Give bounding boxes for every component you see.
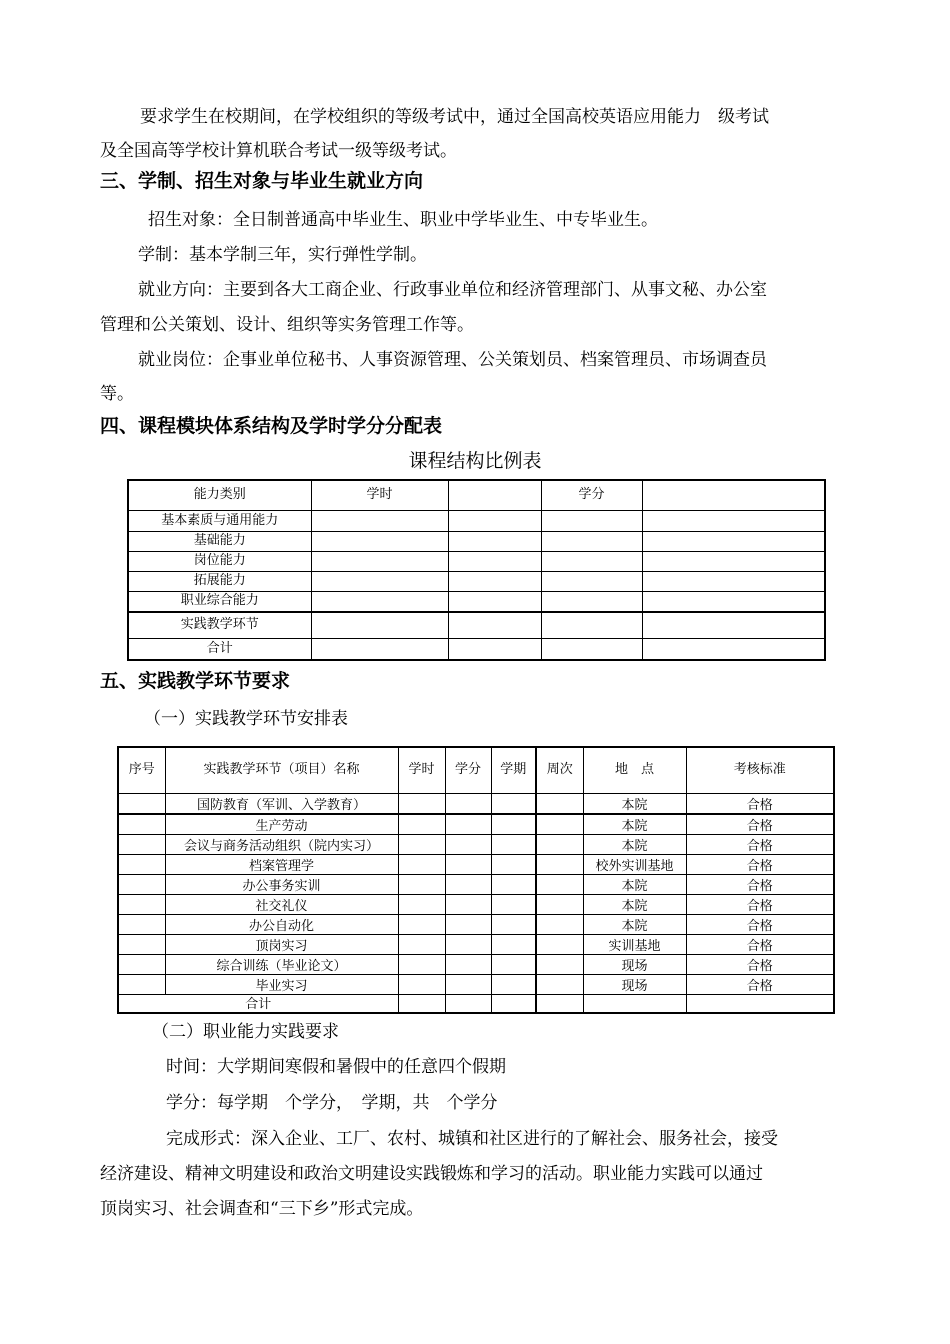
table-cell bbox=[398, 874, 445, 894]
table-cell: 基本素质与通用能力 bbox=[128, 510, 311, 531]
table-cell: 本院 bbox=[583, 894, 686, 914]
table-cell bbox=[541, 510, 642, 531]
table-cell bbox=[536, 854, 583, 874]
section-5-heading: 五、实践教学环节要求 bbox=[100, 670, 291, 692]
table-cell bbox=[398, 994, 445, 1013]
table-cell: 生产劳动 bbox=[165, 814, 398, 834]
table-cell bbox=[536, 914, 583, 934]
table-row bbox=[118, 793, 834, 814]
table-cell bbox=[491, 914, 536, 934]
table-cell: 顶岗实习 bbox=[165, 934, 398, 954]
table-cell: 合格 bbox=[686, 914, 834, 934]
header-cell: 学期 bbox=[491, 747, 536, 793]
table-cell bbox=[445, 954, 491, 974]
table-cell bbox=[541, 531, 642, 551]
table-row bbox=[128, 510, 825, 531]
table-cell bbox=[398, 894, 445, 914]
table-cell bbox=[445, 793, 491, 814]
completion-form-line-1: 完成形式：深入企业、工厂、农村、城镇和社区进行的了解社会、服务社会，接受 bbox=[166, 1129, 778, 1149]
section-4-heading: 四、课程模块体系结构及学时学分分配表 bbox=[100, 415, 443, 437]
table-cell: 本院 bbox=[583, 793, 686, 814]
table-cell: 会议与商务活动组织（院内实习） bbox=[165, 834, 398, 854]
table-cell bbox=[311, 571, 448, 591]
table-cell bbox=[448, 638, 541, 660]
course-structure-table bbox=[127, 479, 826, 661]
header-cell: 学时 bbox=[398, 747, 445, 793]
table-cell: 岗位能力 bbox=[128, 551, 311, 571]
table-cell bbox=[445, 814, 491, 834]
table-cell bbox=[686, 994, 834, 1013]
enrollment-text: 招生对象：全日制普通高中毕业生、职业中学毕业生、中专毕业生。 bbox=[148, 210, 658, 230]
header-cell: 学分 bbox=[541, 480, 642, 510]
table-cell bbox=[536, 954, 583, 974]
header-cell: 周次 bbox=[536, 747, 583, 793]
table-cell: 办公自动化 bbox=[165, 914, 398, 934]
table-cell bbox=[448, 531, 541, 551]
practice-schedule-table bbox=[117, 746, 835, 1014]
table-cell bbox=[491, 994, 536, 1013]
table-cell bbox=[642, 551, 825, 571]
table-cell bbox=[445, 914, 491, 934]
table-cell bbox=[642, 510, 825, 531]
header-cell bbox=[448, 480, 541, 510]
table-cell bbox=[445, 994, 491, 1013]
table-cell bbox=[118, 894, 165, 914]
table-cell bbox=[311, 551, 448, 571]
table-cell bbox=[491, 874, 536, 894]
table-cell bbox=[491, 974, 536, 994]
table-cell: 职业综合能力 bbox=[128, 591, 311, 612]
table-cell bbox=[642, 571, 825, 591]
table-cell bbox=[583, 994, 686, 1013]
table-row bbox=[128, 591, 825, 612]
table-row bbox=[128, 531, 825, 551]
table-cell bbox=[541, 571, 642, 591]
table-cell: 本院 bbox=[583, 814, 686, 834]
table-row bbox=[128, 638, 825, 660]
table-cell bbox=[541, 551, 642, 571]
table-row bbox=[118, 934, 834, 954]
table-cell bbox=[118, 814, 165, 834]
table-cell bbox=[536, 793, 583, 814]
table-cell bbox=[448, 510, 541, 531]
table-cell bbox=[445, 934, 491, 954]
table-row bbox=[118, 814, 834, 834]
table-cell bbox=[118, 954, 165, 974]
table-cell bbox=[491, 793, 536, 814]
table-cell bbox=[448, 571, 541, 591]
header-cell: 考核标准 bbox=[686, 747, 834, 793]
section-3-heading: 三、学制、招生对象与毕业生就业方向 bbox=[100, 170, 424, 192]
table-cell: 合格 bbox=[686, 854, 834, 874]
employment-direction-line-1: 就业方向：主要到各大工商企业、行政事业单位和经济管理部门、从事文秘、办公室 bbox=[138, 280, 767, 300]
table-cell bbox=[118, 874, 165, 894]
table-cell bbox=[448, 551, 541, 571]
table-cell bbox=[541, 638, 642, 660]
table-cell: 合计 bbox=[128, 638, 311, 660]
table-cell: 毕业实习 bbox=[165, 974, 398, 994]
table-cell bbox=[398, 934, 445, 954]
table-cell bbox=[448, 591, 541, 612]
table-cell bbox=[118, 793, 165, 814]
table-row bbox=[118, 854, 834, 874]
table-cell: 合格 bbox=[686, 974, 834, 994]
table-cell bbox=[398, 814, 445, 834]
practice-credits-text: 学分：每学期 个学分， 学期，共 个学分 bbox=[166, 1093, 498, 1113]
table-row bbox=[118, 914, 834, 934]
table-cell bbox=[311, 612, 448, 638]
table-cell bbox=[491, 934, 536, 954]
table-cell: 基础能力 bbox=[128, 531, 311, 551]
table-cell: 档案管理学 bbox=[165, 854, 398, 874]
header-cell: 实践教学环节（项目）名称 bbox=[165, 747, 398, 793]
table-cell bbox=[445, 834, 491, 854]
employment-posts-line-2: 等。 bbox=[100, 384, 134, 404]
table-row bbox=[128, 612, 825, 638]
table-cell: 现场 bbox=[583, 974, 686, 994]
table-cell bbox=[398, 954, 445, 974]
table-cell bbox=[398, 974, 445, 994]
subsection-1-title: （一）实践教学环节安排表 bbox=[144, 709, 348, 729]
table-row bbox=[118, 834, 834, 854]
table-row bbox=[128, 571, 825, 591]
table-row bbox=[118, 894, 834, 914]
table-cell bbox=[445, 974, 491, 994]
table-cell: 合格 bbox=[686, 954, 834, 974]
table-cell bbox=[311, 638, 448, 660]
table-cell: 本院 bbox=[583, 874, 686, 894]
table-cell bbox=[536, 894, 583, 914]
table-cell: 实践教学环节 bbox=[128, 612, 311, 638]
table-total-row bbox=[118, 994, 834, 1013]
table-cell: 拓展能力 bbox=[128, 571, 311, 591]
table-cell: 合格 bbox=[686, 793, 834, 814]
completion-form-line-3: 顶岗实习、社会调查和“三下乡”形式完成。 bbox=[100, 1199, 424, 1219]
table-cell bbox=[118, 834, 165, 854]
table-cell bbox=[448, 612, 541, 638]
header-cell: 学时 bbox=[311, 480, 448, 510]
employment-posts-line-1: 就业岗位：企事业单位秘书、人事资源管理、公关策划员、档案管理员、市场调查员 bbox=[138, 350, 767, 370]
table-row bbox=[118, 954, 834, 974]
table-header-row bbox=[128, 480, 825, 510]
table-cell bbox=[118, 854, 165, 874]
table-cell bbox=[445, 874, 491, 894]
table-cell: 综合训练（毕业论文） bbox=[165, 954, 398, 974]
header-cell: 学分 bbox=[445, 747, 491, 793]
table-cell bbox=[536, 974, 583, 994]
table-cell bbox=[642, 531, 825, 551]
table-cell bbox=[642, 591, 825, 612]
header-cell bbox=[642, 480, 825, 510]
header-cell: 能力类别 bbox=[128, 480, 311, 510]
header-cell: 地 点 bbox=[583, 747, 686, 793]
table-cell bbox=[398, 914, 445, 934]
table-cell bbox=[536, 874, 583, 894]
table-cell bbox=[491, 854, 536, 874]
total-label: 合计 bbox=[118, 994, 398, 1013]
table-cell: 国防教育（军训、入学教育） bbox=[165, 793, 398, 814]
table-cell: 实训基地 bbox=[583, 934, 686, 954]
table-cell bbox=[398, 793, 445, 814]
table-cell bbox=[541, 591, 642, 612]
table-cell bbox=[398, 854, 445, 874]
table-cell bbox=[642, 638, 825, 660]
table-cell: 本院 bbox=[583, 834, 686, 854]
table-header-row bbox=[118, 747, 834, 793]
table-cell bbox=[491, 894, 536, 914]
table-cell: 合格 bbox=[686, 934, 834, 954]
table-cell bbox=[311, 510, 448, 531]
subsection-2-title: （二）职业能力实践要求 bbox=[152, 1022, 339, 1042]
table-cell bbox=[311, 531, 448, 551]
table-cell bbox=[536, 994, 583, 1013]
table-cell bbox=[536, 814, 583, 834]
table-row bbox=[128, 551, 825, 571]
table-cell: 社交礼仪 bbox=[165, 894, 398, 914]
table-cell bbox=[536, 834, 583, 854]
table-cell: 合格 bbox=[686, 814, 834, 834]
intro-line-2: 及全国高等学校计算机联合考试一级等级考试。 bbox=[100, 141, 457, 161]
table-row bbox=[118, 874, 834, 894]
school-system-text: 学制：基本学制三年，实行弹性学制。 bbox=[138, 245, 427, 265]
table-cell: 合格 bbox=[686, 894, 834, 914]
table-cell bbox=[118, 974, 165, 994]
table-cell: 本院 bbox=[583, 914, 686, 934]
table-cell bbox=[491, 954, 536, 974]
table-cell: 办公事务实训 bbox=[165, 874, 398, 894]
table-cell bbox=[311, 591, 448, 612]
table-cell bbox=[398, 834, 445, 854]
table-cell bbox=[491, 834, 536, 854]
table-cell bbox=[445, 854, 491, 874]
table-cell: 合格 bbox=[686, 874, 834, 894]
table-cell bbox=[536, 934, 583, 954]
table-cell bbox=[642, 612, 825, 638]
table-cell bbox=[491, 814, 536, 834]
course-structure-table-title: 课程结构比例表 bbox=[408, 450, 542, 472]
table-cell: 合格 bbox=[686, 834, 834, 854]
practice-time-text: 时间：大学期间寒假和暑假中的任意四个假期 bbox=[166, 1057, 506, 1077]
completion-form-line-2: 经济建设、精神文明建设和政治文明建设实践锻炼和学习的活动。职业能力实践可以通过 bbox=[100, 1164, 763, 1184]
header-cell: 序号 bbox=[118, 747, 165, 793]
table-cell bbox=[118, 934, 165, 954]
employment-direction-line-2: 管理和公关策划、设计、组织等实务管理工作等。 bbox=[100, 315, 474, 335]
table-cell bbox=[541, 612, 642, 638]
table-cell: 校外实训基地 bbox=[583, 854, 686, 874]
table-cell bbox=[445, 894, 491, 914]
intro-line-1: 要求学生在校期间，在学校组织的等级考试中，通过全国高校英语应用能力 级考试 bbox=[140, 107, 769, 127]
table-cell: 现场 bbox=[583, 954, 686, 974]
table-cell bbox=[118, 914, 165, 934]
table-row bbox=[118, 974, 834, 994]
